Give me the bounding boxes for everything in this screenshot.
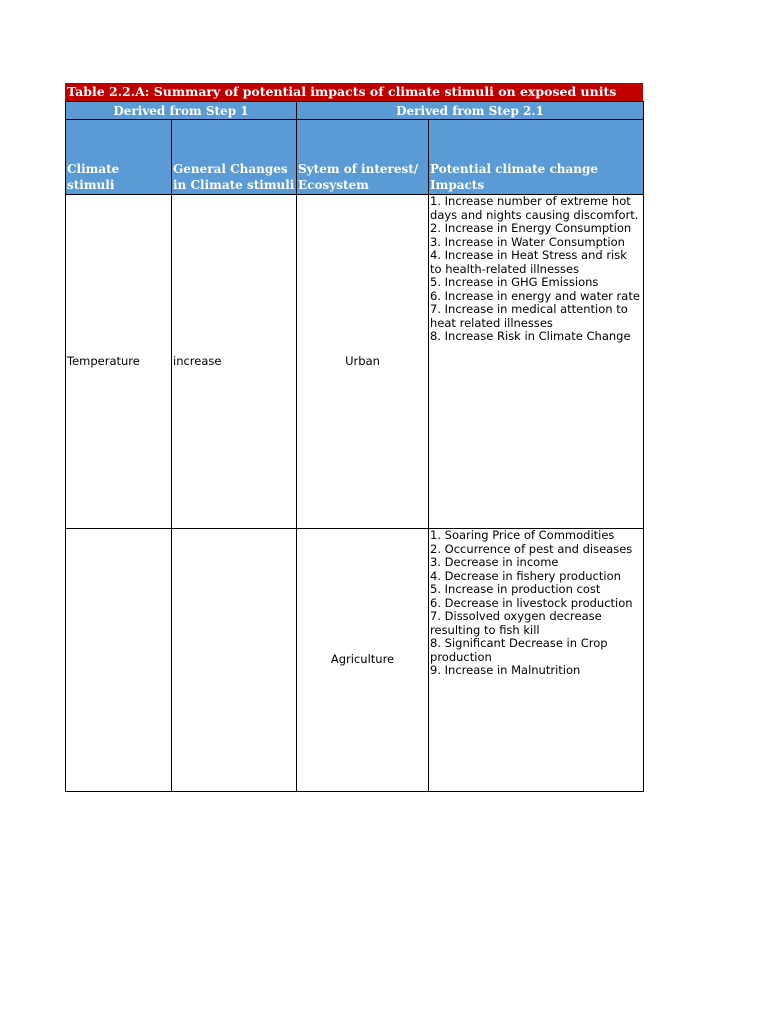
list-item: 1. Increase number of extreme hot days and nights causing discomfort. (430, 194, 639, 222)
list-item: 5. Increase in production cost (430, 582, 601, 596)
subheader-step21: Derived from Step 2.1 (297, 102, 644, 120)
header-general-changes: General Changes in Climate stimuli (172, 120, 297, 195)
subheader-row (66, 102, 644, 120)
list-item: 2. Occurrence of pest and diseases (430, 541, 633, 556)
table-row (66, 195, 644, 529)
impacts-list (430, 195, 642, 344)
cell-impacts (429, 195, 644, 529)
header-system-of-interest: Sytem of interest/ Ecosystem (297, 120, 429, 195)
list-item: 4. Decrease in fishery production (430, 568, 621, 583)
cell-climate-stimuli: Temperature (66, 195, 172, 529)
list-item: 6. Increase in energy and water rate (430, 288, 640, 303)
list-item: 2. Increase in Energy Consumption (430, 221, 632, 235)
list-item: 7. Increase in medical attention to heat related illnesses (430, 302, 628, 330)
cell-general-change (172, 529, 297, 792)
header-row (66, 120, 644, 195)
header-climate-stimuli: Climate stimuli (66, 120, 172, 195)
list-item: 3. Increase in Water Consumption (430, 234, 625, 249)
header-potential-impacts: Potential climate change Impacts (429, 120, 644, 195)
list-item: 5. Increase in GHG Emissions (430, 275, 599, 289)
list-item: 7. Dissolved oxygen decrease resulting to fish kill (430, 609, 602, 637)
list-item: 1. Soaring Price of Commodities (430, 528, 615, 542)
list-item: 3. Decrease in income (430, 555, 559, 569)
cell-general-change: increase (172, 195, 297, 529)
list-item: 8. Increase Risk in Climate Change (430, 329, 631, 343)
subheader-step1: Derived from Step 1 (66, 102, 297, 120)
cell-system: Urban (297, 195, 429, 529)
list-item: 8. Significant Decrease in Crop production (430, 636, 608, 664)
table-row (66, 529, 644, 792)
list-item: 6. Decrease in livestock production (430, 595, 633, 610)
impacts-list (430, 529, 642, 678)
cell-climate-stimuli (66, 529, 172, 792)
list-item: 4. Increase in Heat Stress and risk to health-related illnesses (430, 248, 627, 276)
table-title: Table 2.2.A: Summary of potential impacts of climate stimuli on exposed units (65, 83, 643, 101)
cell-system: Agriculture (297, 529, 429, 792)
cell-impacts (429, 529, 644, 792)
impacts-table (65, 101, 644, 792)
list-item: 9. Increase in Malnutrition (430, 663, 581, 677)
spreadsheet-table (65, 83, 643, 792)
